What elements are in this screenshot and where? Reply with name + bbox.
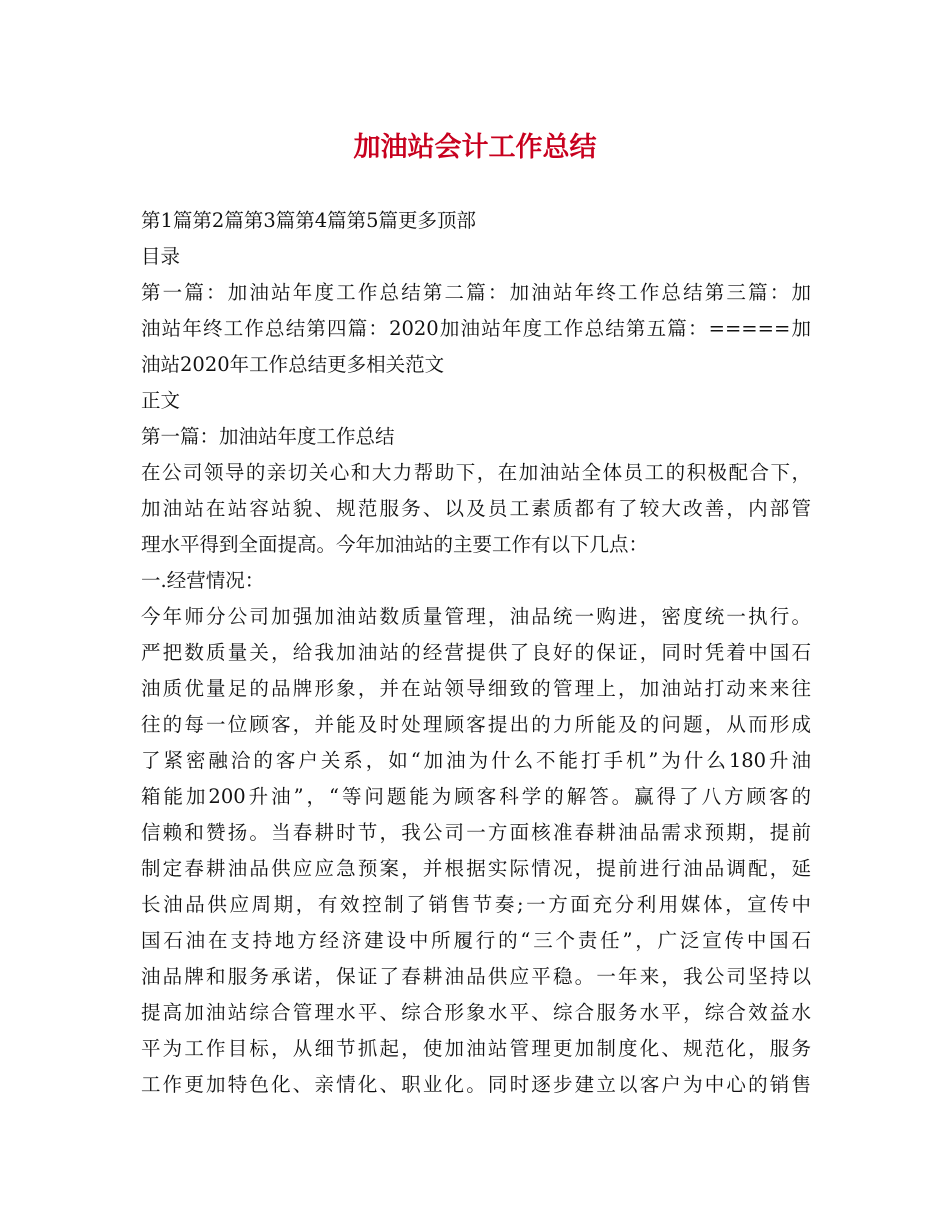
text-line-nav: 第1篇第2篇第3篇第4篇第5篇更多顶部 bbox=[141, 209, 477, 232]
text-line: 在公司领导的亲切关心和大力帮助下，在加油站全体员工的积极配合下， bbox=[141, 461, 811, 484]
text-line: 油品牌和服务承诺，保证了春耕油品供应平稳。一年来，我公司坚持以 bbox=[141, 965, 811, 988]
text-line-body-heading: 正文 bbox=[141, 389, 181, 412]
text-line: 严把数质量关，给我加油站的经营提供了良好的保证，同时凭着中国石 bbox=[141, 641, 811, 664]
text-line: 今年师分公司加强加油站数质量管理，油品统一购进，密度统一执行。 bbox=[141, 605, 811, 628]
text-line: 油站2020年工作总结更多相关范文 bbox=[141, 353, 445, 376]
text-line: 平为工作目标，从细节抓起，使加油站管理更加制度化、规范化，服务 bbox=[141, 1037, 811, 1060]
text-line: 制定春耕油品供应应急预案，并根据实际情况，提前进行油品调配，延 bbox=[141, 857, 811, 880]
text-line: 箱能加200升油”，“等问题能为顾客科学的解答。赢得了八方顾客的 bbox=[141, 785, 811, 808]
document-body bbox=[141, 203, 811, 1103]
text-line: 加油站在站容站貌、规范服务、以及员工素质都有了较大改善，内部管 bbox=[141, 497, 811, 520]
text-line: 国石油在支持地方经济建设中所履行的“三个责任”，广泛宣传中国石 bbox=[141, 929, 811, 952]
text-line: 提高加油站综合管理水平、综合形象水平、综合服务水平，综合效益水 bbox=[141, 1001, 811, 1024]
document-title: 加油站会计工作总结 bbox=[353, 132, 597, 163]
text-line: 长油品供应周期，有效控制了销售节奏;一方面充分利用媒体，宣传中 bbox=[141, 893, 811, 916]
text-line: 理水平得到全面提高。今年加油站的主要工作有以下几点： bbox=[141, 533, 649, 556]
text-line: 油质优量足的品牌形象，并在站领导细致的管理上，加油站打动来来往 bbox=[141, 677, 811, 700]
text-line: 第一篇：加油站年度工作总结第二篇：加油站年终工作总结第三篇：加 bbox=[141, 281, 811, 304]
text-line-subheading: 一.经营情况： bbox=[141, 569, 265, 592]
text-line: 往的每一位顾客，并能及时处理顾客提出的力所能及的问题，从而形成 bbox=[141, 713, 811, 736]
text-line-section-heading: 第一篇：加油站年度工作总结 bbox=[141, 425, 395, 448]
text-line: 信赖和赞扬。当春耕时节，我公司一方面核准春耕油品需求预期，提前 bbox=[141, 821, 811, 844]
text-line: 了紧密融洽的客户关系，如“加油为什么不能打手机”为什么180升油 bbox=[141, 749, 811, 772]
text-line: 工作更加特色化、亲情化、职业化。同时逐步建立以客户为中心的销售 bbox=[141, 1073, 811, 1096]
text-line-toc-heading: 目录 bbox=[141, 245, 181, 268]
text-line: 油站年终工作总结第四篇：2020加油站年度工作总结第五篇：=====加 bbox=[141, 317, 811, 340]
